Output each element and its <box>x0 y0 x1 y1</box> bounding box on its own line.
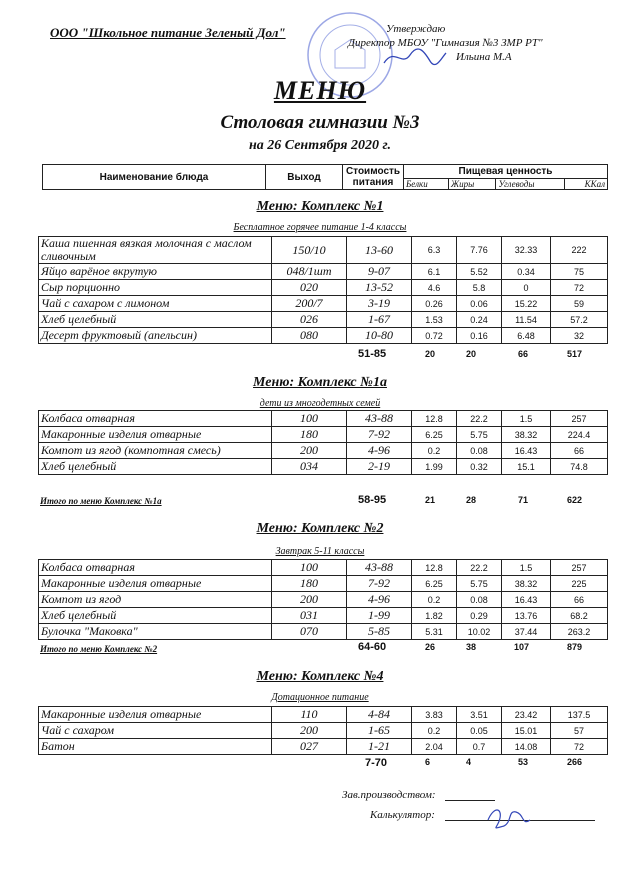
dish-output: 020 <box>272 280 347 296</box>
total-carbs: 107 <box>514 642 530 652</box>
dish-price: 13-52 <box>347 280 412 296</box>
dish-name: Чай с сахаром с лимоном <box>39 296 272 312</box>
director-name: Ильина М.А <box>456 51 512 63</box>
dish-kcal: 137.5 <box>551 707 608 723</box>
dish-output: 031 <box>272 608 347 624</box>
dish-kcal: 74.8 <box>551 459 608 475</box>
dish-carbs: 16.43 <box>502 443 551 459</box>
dish-name: Колбаса отварная <box>39 411 272 427</box>
total-carbs: 66 <box>518 349 529 359</box>
table-row <box>39 443 608 459</box>
dish-protein: 2.04 <box>412 739 457 755</box>
dish-kcal: 257 <box>551 411 608 427</box>
total-protein: 6 <box>425 757 431 767</box>
table-row <box>39 624 608 640</box>
dish-name: Макаронные изделия отварные <box>39 427 272 443</box>
table-row <box>39 739 608 755</box>
dish-price: 4-96 <box>347 592 412 608</box>
total-fat: 20 <box>466 349 477 359</box>
col-carbs-header: Углеводы <box>496 179 565 190</box>
dish-name: Чай с сахаром <box>39 723 272 739</box>
total-fat: 38 <box>466 642 477 652</box>
dish-carbs: 15.1 <box>502 459 551 475</box>
dish-carbs: 38.32 <box>502 576 551 592</box>
section-subtitle: Бесплатное горячее питание 1-4 классы <box>233 222 407 233</box>
dish-kcal: 225 <box>551 576 608 592</box>
dish-kcal: 57.2 <box>551 312 608 328</box>
dish-output: 200 <box>272 723 347 739</box>
dish-price: 4-84 <box>347 707 412 723</box>
dish-output: 027 <box>272 739 347 755</box>
dish-name: Макаронные изделия отварные <box>39 707 272 723</box>
dish-fat: 22.2 <box>457 560 502 576</box>
dish-name: Компот из ягод (компотная смесь) <box>39 443 272 459</box>
dish-fat: 5.8 <box>457 280 502 296</box>
menu-date: на 26 Сентября 2020 г. <box>249 138 391 153</box>
dish-kcal: 257 <box>551 560 608 576</box>
table-row <box>39 328 608 344</box>
dish-protein: 12.8 <box>412 560 457 576</box>
dish-name: Батон <box>39 739 272 755</box>
total-kcal: 266 <box>567 757 583 767</box>
dish-output: 070 <box>272 624 347 640</box>
dish-kcal: 66 <box>551 592 608 608</box>
dish-name: Яйцо варёное вкрутую <box>39 264 272 280</box>
dish-kcal: 222 <box>551 237 608 264</box>
section-subtitle: Завтрак 5-11 классы <box>275 546 365 557</box>
dish-output: 100 <box>272 560 347 576</box>
dish-price: 2-19 <box>347 459 412 475</box>
dish-name: Десерт фруктовый (апельсин) <box>39 328 272 344</box>
dish-kcal: 66 <box>551 443 608 459</box>
dish-fat: 0.29 <box>457 608 502 624</box>
dish-price: 1-99 <box>347 608 412 624</box>
dish-carbs: 15.01 <box>502 723 551 739</box>
dish-price: 43-88 <box>347 411 412 427</box>
menu-table <box>38 236 608 344</box>
dish-fat: 0.32 <box>457 459 502 475</box>
dish-kcal: 224.4 <box>551 427 608 443</box>
table-row <box>39 723 608 739</box>
dish-protein: 6.1 <box>412 264 457 280</box>
dish-fat: 0.06 <box>457 296 502 312</box>
dish-protein: 0.2 <box>412 723 457 739</box>
total-kcal: 622 <box>567 495 583 505</box>
dish-kcal: 75 <box>551 264 608 280</box>
dish-kcal: 32 <box>551 328 608 344</box>
total-label: Итого по меню Комплекс №1а <box>40 496 162 506</box>
dish-fat: 0.08 <box>457 443 502 459</box>
table-row <box>39 312 608 328</box>
col-cost-header <box>343 165 404 190</box>
dish-carbs: 13.76 <box>502 608 551 624</box>
dish-name: Хлеб целебный <box>39 608 272 624</box>
col-protein-header: Белки <box>404 179 449 190</box>
dish-carbs: 1.5 <box>502 411 551 427</box>
director-signature <box>380 45 450 71</box>
total-carbs: 71 <box>518 495 529 505</box>
total-carbs: 53 <box>518 757 529 767</box>
dish-kcal: 59 <box>551 296 608 312</box>
dish-carbs: 32.33 <box>502 237 551 264</box>
dish-carbs: 0 <box>502 280 551 296</box>
dish-price: 43-88 <box>347 560 412 576</box>
dish-protein: 0.2 <box>412 592 457 608</box>
dish-carbs: 14.08 <box>502 739 551 755</box>
total-fat: 28 <box>466 495 477 505</box>
col-nutrition-header: Пищевая ценность <box>404 165 608 179</box>
menu-table <box>38 706 608 755</box>
menu-table <box>38 410 608 475</box>
calculator-signature <box>480 800 540 834</box>
dish-fat: 0.7 <box>457 739 502 755</box>
dish-output: 034 <box>272 459 347 475</box>
dish-output: 026 <box>272 312 347 328</box>
dish-protein: 0.72 <box>412 328 457 344</box>
table-row <box>39 576 608 592</box>
dish-fat: 0.16 <box>457 328 502 344</box>
dish-fat: 5.75 <box>457 427 502 443</box>
calculator-label: Калькулятор: <box>370 809 435 821</box>
dish-kcal: 72 <box>551 280 608 296</box>
dish-name: Компот из ягод <box>39 592 272 608</box>
dish-carbs: 1.5 <box>502 560 551 576</box>
col-kcal-header: ККал <box>565 179 608 190</box>
total-protein: 20 <box>425 349 436 359</box>
dish-price: 5-85 <box>347 624 412 640</box>
dish-fat: 5.75 <box>457 576 502 592</box>
dish-protein: 5.31 <box>412 624 457 640</box>
dish-protein: 1.99 <box>412 459 457 475</box>
col-fat-header: Жиры <box>448 179 496 190</box>
dish-carbs: 23.42 <box>502 707 551 723</box>
dish-price: 4-96 <box>347 443 412 459</box>
dish-output: 048/1шт <box>272 264 347 280</box>
total-price: 64-60 <box>358 641 387 653</box>
col-name-header: Наименование блюда <box>43 165 266 190</box>
dish-fat: 3.51 <box>457 707 502 723</box>
dish-carbs: 11.54 <box>502 312 551 328</box>
col-output-header: Выход <box>266 165 343 190</box>
dish-price: 1-65 <box>347 723 412 739</box>
canteen-subtitle: Столовая гимназии №3 <box>220 112 420 133</box>
total-fat: 4 <box>466 757 472 767</box>
dish-price: 7-92 <box>347 427 412 443</box>
dish-kcal: 72 <box>551 739 608 755</box>
dish-kcal: 68.2 <box>551 608 608 624</box>
dish-output: 110 <box>272 707 347 723</box>
director-title: Директор МБОУ "Гимназия №3 ЗМР РТ" <box>348 37 543 49</box>
table-row <box>39 411 608 427</box>
dish-price: 7-92 <box>347 576 412 592</box>
dish-price: 1-67 <box>347 312 412 328</box>
dish-price: 9-07 <box>347 264 412 280</box>
total-protein: 26 <box>425 642 436 652</box>
table-row <box>39 280 608 296</box>
table-row <box>39 427 608 443</box>
section-title: Меню: Комплекс №2 <box>256 521 384 536</box>
dish-output: 100 <box>272 411 347 427</box>
dish-name: Макаронные изделия отварные <box>39 576 272 592</box>
column-header <box>42 164 608 190</box>
table-row <box>39 592 608 608</box>
total-protein: 21 <box>425 495 436 505</box>
approve-label: Утверждаю <box>386 23 446 35</box>
cost-label-2: питания <box>352 177 394 188</box>
section-title: Меню: Комплекс №4 <box>256 669 384 684</box>
dish-output: 150/10 <box>272 237 347 264</box>
dish-name: Сыр порционно <box>39 280 272 296</box>
dish-output: 200/7 <box>272 296 347 312</box>
dish-fat: 0.24 <box>457 312 502 328</box>
section-subtitle: дети из многодетных семей <box>259 398 381 409</box>
dish-output: 180 <box>272 427 347 443</box>
dish-output: 180 <box>272 576 347 592</box>
dish-protein: 1.53 <box>412 312 457 328</box>
dish-fat: 22.2 <box>457 411 502 427</box>
dish-name: Хлеб целебный <box>39 459 272 475</box>
dish-carbs: 15.22 <box>502 296 551 312</box>
dish-fat: 7.76 <box>457 237 502 264</box>
section-title: Меню: Комплекс №1 <box>256 199 384 214</box>
dish-protein: 6.25 <box>412 427 457 443</box>
section-subtitle: Дотационное питание <box>271 692 369 703</box>
dish-output: 080 <box>272 328 347 344</box>
total-price: 58-95 <box>358 494 387 506</box>
dish-protein: 12.8 <box>412 411 457 427</box>
dish-protein: 6.3 <box>412 237 457 264</box>
total-label: Итого по меню Комплекс №2 <box>40 644 158 654</box>
dish-output: 200 <box>272 443 347 459</box>
table-row <box>39 264 608 280</box>
total-kcal: 879 <box>567 642 583 652</box>
dish-name: Хлеб целебный <box>39 312 272 328</box>
dish-fat: 0.05 <box>457 723 502 739</box>
dish-name: Булочка "Маковка" <box>39 624 272 640</box>
dish-protein: 6.25 <box>412 576 457 592</box>
dish-carbs: 38.32 <box>502 427 551 443</box>
dish-fat: 10.02 <box>457 624 502 640</box>
dish-name: Каша пшенная вязкая молочная с маслом сливочным <box>39 237 272 264</box>
dish-carbs: 6.48 <box>502 328 551 344</box>
dish-protein: 3.83 <box>412 707 457 723</box>
total-kcal: 517 <box>567 349 583 359</box>
total-price: 7-70 <box>365 757 388 769</box>
dish-carbs: 0.34 <box>502 264 551 280</box>
dish-carbs: 37.44 <box>502 624 551 640</box>
total-price: 51-85 <box>358 348 387 360</box>
dish-protein: 4.6 <box>412 280 457 296</box>
production-manager-label: Зав.производством: <box>342 789 436 801</box>
dish-price: 13-60 <box>347 237 412 264</box>
menu-table <box>38 559 608 640</box>
dish-name: Колбаса отварная <box>39 560 272 576</box>
table-row <box>39 296 608 312</box>
dish-protein: 1.82 <box>412 608 457 624</box>
organization-name: ООО "Школьное питание Зеленый Дол" <box>50 25 286 40</box>
table-row <box>39 459 608 475</box>
dish-protein: 0.2 <box>412 443 457 459</box>
table-row <box>39 237 608 264</box>
dish-output: 200 <box>272 592 347 608</box>
dish-price: 10-80 <box>347 328 412 344</box>
table-row <box>39 707 608 723</box>
dish-kcal: 263.2 <box>551 624 608 640</box>
dish-price: 1-21 <box>347 739 412 755</box>
dish-protein: 0.26 <box>412 296 457 312</box>
dish-fat: 5.52 <box>457 264 502 280</box>
dish-fat: 0.08 <box>457 592 502 608</box>
section-title: Меню: Комплекс №1а <box>253 375 387 390</box>
table-row <box>39 560 608 576</box>
dish-carbs: 16.43 <box>502 592 551 608</box>
table-row <box>39 608 608 624</box>
dish-price: 3-19 <box>347 296 412 312</box>
page-title: МЕНЮ <box>273 76 367 105</box>
cost-label-1: Стоимость <box>345 166 401 177</box>
dish-kcal: 57 <box>551 723 608 739</box>
